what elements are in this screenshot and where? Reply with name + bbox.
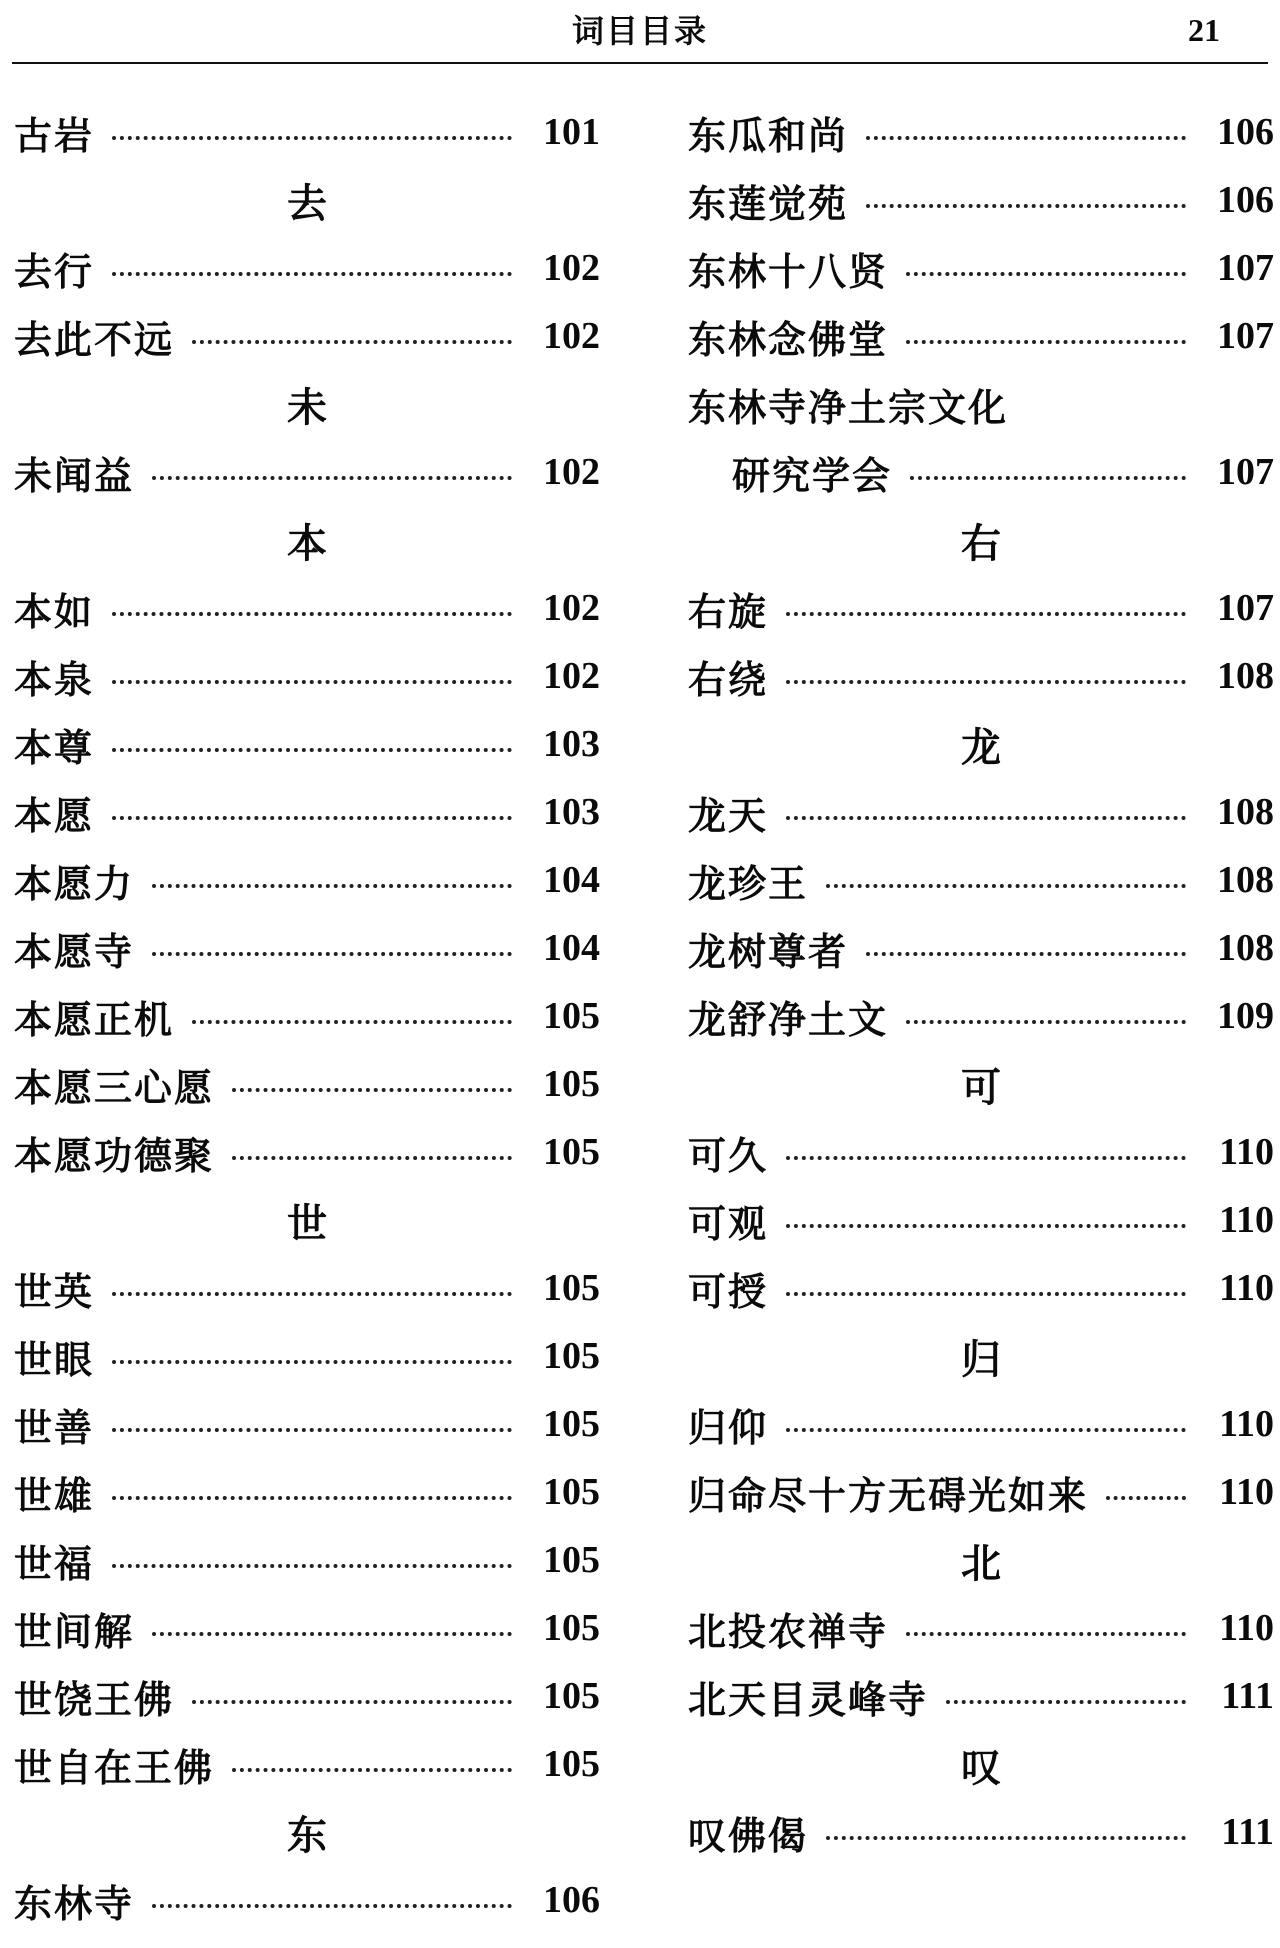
entry-page-number: 105 [543,1131,600,1173]
index-entry [688,98,1274,166]
entry-page-number: 105 [543,1675,600,1717]
index-heading [14,506,600,574]
heading-character: 龙 [961,724,1001,771]
entry-page-number: 111 [1221,1811,1274,1853]
entry-page-number: 104 [543,927,600,969]
entry-page-number: 103 [543,723,600,765]
dot-leader [112,1564,512,1568]
index-entry [688,778,1274,846]
entry-page-number: 102 [543,247,600,289]
index-entry [14,302,600,370]
dot-leader [232,1156,512,1160]
entry-term: 右旋 [688,589,769,634]
entry-term: 古岩 [14,113,95,158]
entry-page-number: 101 [543,111,600,153]
entry-page-number: 102 [543,655,600,697]
entry-page-number: 105 [543,1063,600,1105]
dot-leader [906,272,1186,276]
entry-term: 本愿三心愿 [14,1065,215,1110]
dot-leader [866,204,1186,208]
entry-page-number: 110 [1219,1267,1274,1309]
dot-leader [786,1156,1186,1160]
dot-leader [112,748,512,752]
entry-page-number: 103 [543,791,600,833]
dot-leader [112,136,512,140]
dot-leader [112,272,512,276]
entry-term: 本尊 [14,725,95,770]
entry-term: 世饶王佛 [14,1677,175,1722]
index-entry [688,1798,1274,1866]
page-header [0,0,1280,70]
entry-term: 世善 [14,1405,95,1450]
entry-term: 龙舒净土文 [688,997,889,1042]
entry-term: 东林寺 [14,1881,135,1926]
index-entry [14,1866,600,1934]
heading-character: 去 [287,180,327,227]
dot-leader [1106,1496,1186,1500]
dot-leader [232,1088,512,1092]
entry-term: 可授 [688,1269,769,1314]
entry-term: 本如 [14,589,95,634]
entry-term: 本泉 [14,657,95,702]
heading-character: 北 [961,1540,1001,1587]
dot-leader [906,1020,1186,1024]
dot-leader [946,1700,1186,1704]
index-heading [688,1730,1274,1798]
entry-term: 世雄 [14,1473,95,1518]
entry-page-number: 110 [1219,1131,1274,1173]
dot-leader [152,1904,512,1908]
dot-leader [112,1360,512,1364]
dot-leader [112,1292,512,1296]
entry-term: 东林念佛堂 [688,317,889,362]
entry-page-number: 110 [1219,1471,1274,1513]
heading-character: 可 [961,1064,1001,1111]
dot-leader [232,1768,512,1772]
entry-page-number: 108 [1217,859,1274,901]
entry-term: 东瓜和尚 [688,113,849,158]
header-rule [12,62,1268,64]
entry-term: 世间解 [14,1609,135,1654]
entry-term: 东莲觉苑 [688,181,849,226]
entry-term: 本愿 [14,793,95,838]
index-entry [688,982,1274,1050]
entry-page-number: 108 [1217,791,1274,833]
entry-term: 右绕 [688,657,769,702]
entry-page-number: 108 [1217,927,1274,969]
page-number: 21 [1188,12,1220,48]
heading-character: 东 [287,1812,327,1859]
entry-page-number: 110 [1219,1403,1274,1445]
entry-term: 世眼 [14,1337,95,1382]
index-entry [688,1118,1274,1186]
entry-term: 龙天 [688,793,769,838]
index-entry [688,1458,1274,1526]
entry-page-number: 107 [1217,315,1274,357]
index-heading [688,1050,1274,1118]
index-entry [688,302,1274,370]
index-heading [688,710,1274,778]
entry-page-number: 107 [1217,451,1274,493]
entry-term: 未闻益 [14,453,135,498]
entry-page-number: 110 [1219,1607,1274,1649]
index-heading [14,1186,600,1254]
entry-term: 北投农禅寺 [688,1609,889,1654]
entry-term: 本愿力 [14,861,135,906]
heading-character: 未 [287,384,327,431]
dot-leader [786,1292,1186,1296]
index-entry [688,846,1274,914]
heading-character: 叹 [961,1744,1001,1791]
entry-page-number: 105 [543,1607,600,1649]
index-entry [14,1254,600,1322]
entry-term: 东林十八贤 [688,249,889,294]
dot-leader [786,1224,1186,1228]
index-entry [688,642,1274,710]
dot-leader [152,884,512,888]
right-column [688,98,1274,1866]
entry-page-number: 106 [543,1879,600,1921]
index-entry [688,574,1274,642]
entry-page-number: 106 [1217,179,1274,221]
entry-term: 归命尽十方无碍光如来 [688,1473,1089,1518]
entry-page-number: 105 [543,1743,600,1785]
dot-leader [152,952,512,956]
entry-page-number: 107 [1217,587,1274,629]
index-entry [688,1662,1274,1730]
index-entry [14,1458,600,1526]
dot-leader [910,476,1186,480]
dot-leader [112,1428,512,1432]
entry-term: 研究学会 [732,453,893,498]
dot-leader [192,1020,512,1024]
dot-leader [906,340,1186,344]
heading-character: 世 [287,1200,327,1247]
index-entry [14,642,600,710]
heading-character: 右 [961,520,1001,567]
dot-leader [866,952,1186,956]
index-entry [688,166,1274,234]
index-entry [14,1526,600,1594]
entry-page-number: 107 [1217,247,1274,289]
entry-term: 世福 [14,1541,95,1586]
entry-term: 去行 [14,249,95,294]
index-entry [14,710,600,778]
dot-leader [192,340,512,344]
dot-leader [826,884,1186,888]
index-entry [14,1390,600,1458]
dot-leader [112,816,512,820]
index-entry [14,1118,600,1186]
entry-page-number: 102 [543,315,600,357]
index-entry [688,1186,1274,1254]
index-entry [688,234,1274,302]
entry-term: 世英 [14,1269,95,1314]
index-entry [14,1662,600,1730]
entry-page-number: 106 [1217,111,1274,153]
entry-term: 可观 [688,1201,769,1246]
entry-page-number: 105 [543,1471,600,1513]
entry-term: 可久 [688,1133,769,1178]
index-heading [14,370,600,438]
index-entry [688,438,1274,506]
entry-page-number: 111 [1221,1675,1274,1717]
index-entry [14,234,600,302]
index-entry [14,778,600,846]
index-heading [688,1322,1274,1390]
index-entry [14,1730,600,1798]
index-entry [14,1050,600,1118]
dot-leader [152,476,512,480]
index-entry [688,1254,1274,1322]
entry-page-number: 110 [1219,1199,1274,1241]
entry-term: 东林寺净土宗文化 [688,385,1009,430]
entry-term: 本愿正机 [14,997,175,1042]
entry-page-number: 102 [543,451,600,493]
heading-character: 归 [961,1336,1001,1383]
entry-page-number: 105 [543,1335,600,1377]
dot-leader [112,1496,512,1500]
index-entry [14,1322,600,1390]
index-entry [14,846,600,914]
dot-leader [786,612,1186,616]
dot-leader [112,612,512,616]
entry-page-number: 105 [543,1403,600,1445]
dot-leader [192,1700,512,1704]
index-entry [688,914,1274,982]
index-entry [14,438,600,506]
entry-term: 归仰 [688,1405,769,1450]
dot-leader [112,680,512,684]
dot-leader [786,680,1186,684]
dot-leader [866,136,1186,140]
index-heading [14,1798,600,1866]
heading-character: 本 [287,520,327,567]
index-heading [688,1526,1274,1594]
entry-term: 世自在王佛 [14,1745,215,1790]
index-heading [14,166,600,234]
entry-page-number: 105 [543,1539,600,1581]
index-heading [688,506,1274,574]
entry-page-number: 105 [543,1267,600,1309]
page-title: 词目目录 [571,12,708,50]
index-entry [14,98,600,166]
entry-page-number: 105 [543,995,600,1037]
dot-leader [786,816,1186,820]
index-entry [688,1390,1274,1458]
dot-leader [152,1632,512,1636]
entry-term: 北天目灵峰寺 [688,1677,929,1722]
dot-leader [826,1836,1186,1840]
index-entry [14,914,600,982]
entry-page-number: 108 [1217,655,1274,697]
left-column [14,98,600,1934]
index-entry [688,1594,1274,1662]
entry-term: 叹佛偈 [688,1813,809,1858]
index-entry [14,574,600,642]
dot-leader [786,1428,1186,1432]
index-entry [14,1594,600,1662]
index-entry [14,982,600,1050]
entry-term: 本愿寺 [14,929,135,974]
entry-term: 龙珍王 [688,861,809,906]
entry-term: 本愿功德聚 [14,1133,215,1178]
entry-term: 去此不远 [14,317,175,362]
entry-page-number: 109 [1217,995,1274,1037]
dot-leader [906,1632,1186,1636]
entry-page-number: 104 [543,859,600,901]
entry-page-number: 102 [543,587,600,629]
entry-term: 龙树尊者 [688,929,849,974]
index-entry [688,370,1274,438]
